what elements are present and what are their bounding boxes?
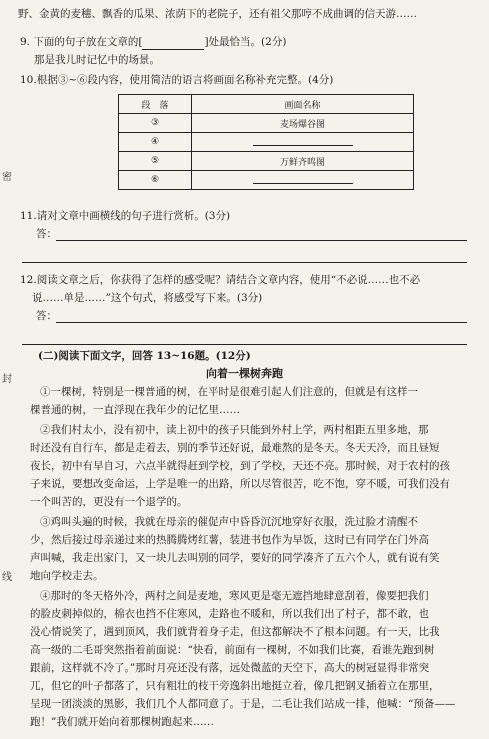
article-line: 棵普通的树，一直浮现在我年少的记忆里……	[30, 404, 240, 416]
table-cell-paragraph: ③	[119, 114, 192, 133]
table-row	[119, 171, 414, 190]
question-10: 10.根据③~⑥段内容，使用简洁的语言将画面名称补充完整。(4分)	[20, 74, 334, 86]
binding-margin-mark: 封	[2, 374, 12, 385]
article-line: 地向学校走去。	[30, 570, 104, 582]
question-12-line-1: 12.阅读文章之后，你获得了怎样的感受呢？请结合文章内容，使用“不必说……也不必	[20, 274, 421, 286]
table-header-paragraph: 段 落	[119, 95, 192, 114]
table-row	[119, 133, 414, 152]
question-11-answer-line-2[interactable]	[22, 262, 467, 263]
passage-continuation: 野、金黄的麦穗、飘香的瓜果、浓荫下的老院子，还有祖父那哼不成曲调的信天游……	[18, 8, 417, 20]
binding-margin-mark: 密	[2, 172, 12, 183]
table-header-row	[119, 95, 414, 114]
table-cell-paragraph: ⑤	[119, 152, 192, 171]
table-row	[119, 114, 414, 133]
article-line: ③鸡叫头遍的时候，我就在母亲的催促声中昏昏沉沉地穿好衣服，洗过脸才清醒不	[40, 516, 418, 528]
article-line: 子来说，要想改变命运，上学是唯一的出路，所以尽管很苦，吃不饱，穿不暖，可我们没有	[30, 478, 450, 490]
picture-name-table	[118, 94, 414, 190]
table-cell-paragraph: ④	[119, 133, 192, 152]
article-line: 时还没有自行车，都是走着去，别的季节还好说，最难熬的是冬天。冬天天冷，而且昼短	[30, 442, 440, 454]
question-11-answer-line-1[interactable]	[56, 240, 467, 241]
table-cell-answer-blank[interactable]	[192, 133, 414, 152]
article-line: 跑！”我们就开始向着那棵树跑起来……	[30, 716, 214, 728]
table-cell-paragraph: ⑥	[119, 171, 192, 190]
table-header-picture-name: 画面名称	[192, 95, 414, 114]
question-9-blank[interactable]	[142, 37, 204, 50]
article-line: 少，然后接过母亲递过来的热腾腾烤红薯，装进书包作为早饭，这时已有同学在门外高	[30, 534, 429, 546]
question-9	[20, 34, 473, 50]
article-line: 兀，但它的叶子都落了，只有粗壮的枝干旁逸斜出地挺立着，像几把钢叉插着立在那里，	[30, 680, 440, 692]
question-9-sentence: 那是我儿时记忆中的场景。	[34, 54, 160, 66]
question-12-line-2: 说……单是……”这个句式，将感受写下来。(3分)	[32, 292, 263, 304]
table-cell-name: 万鲜齐鸣图	[192, 152, 414, 171]
question-12-answer-line-2[interactable]	[22, 344, 467, 345]
article-line: 呈现一团淡淡的黑影，我们几个人都同意了。于是，二毛让我们站成一排，他喊：“预备——	[30, 698, 456, 710]
article-line: 没心情说笑了，遇到顶风，我们就背着身子走，但这都解决不了根本问题。有一天，比我	[30, 626, 440, 638]
article-line: ②我们村太小，没有初中，读上初中的孩子只能到外村上学，两村相距五里多地，那	[40, 424, 429, 436]
article-line: 跟前，这样就不冷了。”那时月亮还没有落，远处微蓝的天空下，高大的树冠显得非常突	[30, 662, 430, 674]
article-line: ①一棵树，特别是一棵普通的树，在平时是很难引起人们注意的，但就是有这样一	[40, 386, 418, 398]
question-9-text: 9. 下面的句子放在文章的[	[20, 36, 143, 48]
section-2-heading: (二)阅读下面文字，回答 13~16题。(12分)	[38, 350, 251, 362]
article-line: 高一级的二毛哥突然指着前面说：“快看，前面有一棵树，不如我们比赛，看谁先跑到树	[30, 644, 435, 656]
table-cell-answer-blank[interactable]	[192, 171, 414, 190]
article-line: 夜长，初中有早自习，六点半就得赶到学校，到了学校，天还不亮。那时候，对于农村的孩	[30, 460, 450, 472]
table-cell-name: 麦场爆谷图	[192, 114, 414, 133]
question-11-answer-label: 答：	[36, 228, 57, 240]
table-row	[119, 152, 414, 171]
article-title: 向着一棵树奔跑	[206, 367, 283, 380]
question-9-text-end: ]处最恰当。(2分)	[204, 36, 287, 48]
article-line: 的脸皮刺掉似的，棉衣也挡不住寒风，走路也不暖和，所以我们出了村子，都不敢，也	[30, 608, 429, 620]
article-line: ④那时的冬天格外冷，两村之间是麦地，寒风更是毫无遮挡地肆意刮着，像要把我们	[40, 590, 429, 602]
article-line: 一个叫苦的，更没有一个退学的。	[30, 496, 188, 508]
binding-margin-mark: 线	[2, 572, 12, 583]
question-11: 11.请对文章中画横线的句子进行赏析。(3分)	[20, 210, 231, 222]
question-12-answer-label: 答：	[36, 310, 57, 322]
question-12-answer-line-1[interactable]	[56, 322, 467, 323]
article-line: 声叫喊，我走出家门，又一块儿去叫别的同学，要好的同学凑齐了五六个人，就有说有笑	[30, 552, 440, 564]
